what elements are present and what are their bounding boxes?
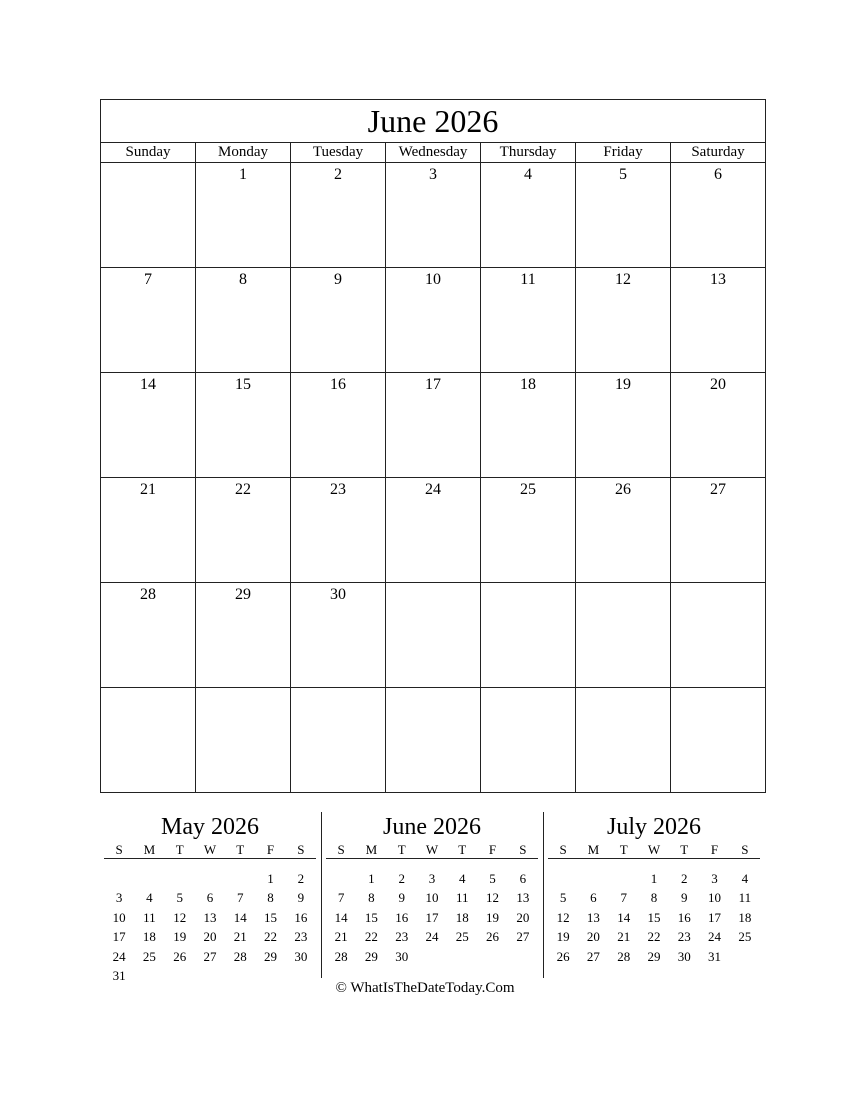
mini-calendar-title: May 2026 [161,814,259,840]
day-number: 15 [235,376,251,393]
mini-day: 22 [647,929,661,945]
mini-weekday-row [326,842,538,859]
day-number: 5 [619,166,627,183]
mini-day: 31 [112,968,126,984]
day-number: 26 [615,481,631,498]
day-cell [576,268,671,373]
day-number: 2 [334,166,342,183]
mini-day [477,947,507,967]
mini-day: 3 [428,870,436,886]
mini-week-row [548,869,760,889]
mini-day: 30 [677,948,691,964]
mini-day: 20 [586,929,600,945]
mini-weekday-row [104,842,316,859]
mini-day: 1 [650,870,658,886]
mini-day: 20 [203,929,217,945]
mini-weekday: M [356,842,386,859]
day-number: 22 [235,481,251,498]
day-number: 11 [520,271,536,288]
week-row [101,373,766,478]
day-cell [386,478,481,583]
mini-day: 4 [146,890,153,906]
day-number: 8 [239,271,247,288]
mini-day: 4 [459,870,466,886]
mini-week-row [104,928,316,948]
mini-day: 26 [556,948,570,964]
mini-calendar-grid [326,842,538,967]
mini-calendar-july [548,812,760,967]
mini-day: 6 [206,890,214,906]
mini-day: 18 [142,929,156,945]
day-cell [386,163,481,268]
mini-day: 26 [173,948,187,964]
day-cell [481,478,576,583]
mini-day: 11 [143,909,156,925]
mini-weekday: F [255,842,285,859]
mini-day: 24 [112,948,126,964]
week-row [101,583,766,688]
mini-day: 8 [368,890,375,906]
mini-day: 27 [586,948,600,964]
day-number: 17 [425,376,441,393]
mini-day: 25 [455,929,469,945]
day-number: 14 [140,376,156,393]
day-number: 13 [710,271,726,288]
mini-weekday: S [326,842,356,859]
day-number: 7 [144,271,152,288]
weekday-friday: Friday [576,143,671,163]
mini-day: 25 [142,948,156,964]
spacer [548,859,760,870]
day-number: 20 [710,376,726,393]
mini-weekday: F [699,842,729,859]
mini-week-row [326,908,538,928]
mini-day: 16 [294,909,308,925]
mini-day: 4 [741,870,749,886]
mini-day: 17 [425,909,439,925]
mini-weekday: S [548,842,578,859]
day-cell [196,583,291,688]
mini-day: 6 [590,890,597,906]
day-cell [671,373,766,478]
mini-day: 11 [456,890,469,906]
mini-day: 8 [650,890,658,906]
mini-calendar-june [326,812,538,967]
mini-day: 15 [364,909,378,925]
mini-week-row [548,889,760,909]
mini-day: 5 [176,890,183,906]
mini-weekday: M [134,842,164,859]
mini-day: 14 [617,909,631,925]
mini-day: 22 [264,929,278,945]
day-cell [101,478,196,583]
mini-day: 30 [395,948,409,964]
week-row [101,688,766,793]
divider-line [543,812,544,978]
day-cell [196,373,291,478]
weekday-sunday: Sunday [101,143,196,163]
day-number: 19 [615,376,631,393]
day-cell [481,268,576,373]
weekday-thursday: Thursday [481,143,576,163]
mini-day: 17 [708,909,722,925]
day-cell [101,373,196,478]
spacer [326,859,538,870]
day-cell [386,688,481,793]
mini-week-row [548,928,760,948]
divider-line [321,812,322,978]
day-cell [671,268,766,373]
mini-day: 1 [267,870,274,886]
mini-day: 3 [115,890,123,906]
day-number: 16 [330,376,346,393]
mini-day: 9 [398,890,405,906]
mini-weekday: S [286,842,316,859]
mini-day: 12 [486,890,500,906]
day-number: 23 [330,481,346,498]
mini-weekday: M [578,842,608,859]
mini-day [609,869,639,889]
mini-day: 2 [681,870,688,886]
mini-week-row [548,908,760,928]
day-cell [196,163,291,268]
day-number: 10 [425,271,441,288]
mini-day: 21 [617,929,631,945]
mini-day: 13 [203,909,217,925]
day-cell [481,688,576,793]
day-cell [386,268,481,373]
week-row [101,163,766,268]
mini-day: 10 [112,909,126,925]
mini-weekday: W [639,842,669,859]
mini-weekday: T [387,842,417,859]
mini-day: 9 [681,890,688,906]
mini-weekday: T [165,842,195,859]
mini-day: 16 [395,909,409,925]
mini-week-row [326,889,538,909]
mini-day: 29 [647,948,661,964]
mini-day: 23 [677,929,691,945]
mini-day: 2 [297,870,305,886]
day-cell [576,478,671,583]
mini-calendar-title: June 2026 [383,814,481,840]
mini-calendar-grid [548,842,760,967]
weekday-header-row [101,143,766,163]
day-cell [101,688,196,793]
mini-weekday: T [447,842,477,859]
mini-day: 11 [738,890,752,906]
mini-day: 8 [267,890,274,906]
day-cell [101,268,196,373]
mini-calendar-grid [104,842,316,986]
day-cell [291,583,386,688]
mini-day [195,869,225,889]
weekday-wednesday: Wednesday [386,143,481,163]
day-cell [196,478,291,583]
mini-day: 15 [264,909,278,925]
day-cell [576,373,671,478]
mini-day [548,869,578,889]
mini-day: 5 [489,870,496,886]
mini-day: 19 [173,929,187,945]
day-cell [291,688,386,793]
mini-day: 7 [620,890,627,906]
mini-day [165,869,195,889]
mini-week-row [104,947,316,967]
day-cell [481,163,576,268]
mini-day: 7 [337,890,345,906]
day-number: 29 [235,586,251,603]
mini-day: 28 [334,948,348,964]
day-cell [671,163,766,268]
day-cell [291,268,386,373]
mini-day: 1 [368,870,375,886]
mini-day: 24 [425,929,439,945]
weekday-saturday: Saturday [671,143,766,163]
mini-day: 14 [233,909,247,925]
mini-day: 15 [647,909,661,925]
mini-day: 18 [455,909,469,925]
mini-weekday: W [417,842,447,859]
mini-week-row [104,908,316,928]
mini-day: 10 [425,890,439,906]
mini-weekday: S [730,842,760,859]
mini-weekday: S [508,842,538,859]
day-cell [291,163,386,268]
mini-day: 12 [556,909,570,925]
day-cell [386,583,481,688]
day-cell [481,583,576,688]
weekday-tuesday: Tuesday [291,143,386,163]
mini-day: 21 [334,929,348,945]
mini-week-row [326,928,538,948]
day-cell [101,583,196,688]
mini-day [326,869,356,889]
mini-day: 9 [297,890,305,906]
mini-day: 23 [395,929,409,945]
day-cell [576,688,671,793]
week-row [101,268,766,373]
mini-calendar-title: July 2026 [606,814,701,840]
day-number: 9 [334,271,342,288]
mini-day [417,947,447,967]
mini-weekday: W [195,842,225,859]
day-number: 28 [140,586,156,603]
mini-day: 29 [264,948,278,964]
mini-day [225,869,255,889]
mini-day: 13 [516,890,530,906]
mini-day: 6 [519,870,527,886]
mini-day: 28 [233,948,247,964]
day-number: 30 [330,586,346,603]
mini-day: 17 [112,929,126,945]
mini-week-row [548,947,760,967]
mini-day: 19 [486,909,500,925]
mini-day [508,947,538,967]
mini-day: 19 [556,929,570,945]
day-cell [196,688,291,793]
day-cell [291,373,386,478]
weekday-monday: Monday [196,143,291,163]
mini-weekday: S [104,842,134,859]
day-number: 24 [425,481,441,498]
day-cell [291,478,386,583]
day-cell [196,268,291,373]
day-number: 3 [429,166,437,183]
mini-day [104,869,134,889]
mini-day [578,869,608,889]
mini-week-row [104,869,316,889]
mini-day: 5 [559,890,567,906]
mini-day: 20 [516,909,530,925]
mini-day: 27 [516,929,530,945]
spacer [104,859,316,870]
mini-day: 12 [173,909,187,925]
day-number: 27 [710,481,726,498]
day-number: 12 [615,271,631,288]
mini-day: 31 [708,948,722,964]
day-number: 18 [520,376,536,393]
day-number: 4 [524,166,532,183]
mini-day: 26 [486,929,500,945]
mini-day: 18 [738,909,752,925]
mini-day: 24 [708,929,722,945]
mini-day: 16 [677,909,691,925]
day-cell [101,163,196,268]
day-cell [481,373,576,478]
mini-day: 13 [586,909,600,925]
mini-day: 14 [334,909,348,925]
mini-day: 29 [364,948,378,964]
mini-day: 2 [398,870,405,886]
main-calendar-title: June 2026 [101,100,766,143]
day-number: 6 [714,166,722,183]
day-cell [671,583,766,688]
day-number: 21 [140,481,156,498]
footer-copyright: © WhatIsTheDateToday.Com [335,980,515,996]
mini-day: 28 [617,948,631,964]
main-calendar-grid [101,163,766,793]
day-number: 1 [239,166,247,183]
day-cell [671,688,766,793]
mini-day [730,947,760,967]
mini-calendar-may [104,812,316,986]
mini-day [447,947,477,967]
mini-day: 7 [237,890,244,906]
day-cell [386,373,481,478]
mini-weekday-row [548,842,760,859]
mini-day: 22 [364,929,378,945]
mini-day: 3 [711,870,718,886]
mini-week-row [104,889,316,909]
mini-day [134,869,164,889]
week-row [101,478,766,583]
mini-day: 21 [233,929,247,945]
mini-day: 10 [708,890,722,906]
day-cell [576,163,671,268]
mini-weekday: T [225,842,255,859]
day-cell [671,478,766,583]
main-calendar [100,99,766,793]
mini-day: 25 [738,929,752,945]
mini-day: 23 [294,929,308,945]
mini-weekday: T [609,842,639,859]
mini-week-row [326,947,538,967]
mini-weekday: F [477,842,507,859]
mini-weekday: T [669,842,699,859]
mini-day: 27 [203,948,217,964]
mini-week-row [326,869,538,889]
day-cell [576,583,671,688]
day-number: 25 [520,481,536,498]
mini-day: 30 [294,948,308,964]
